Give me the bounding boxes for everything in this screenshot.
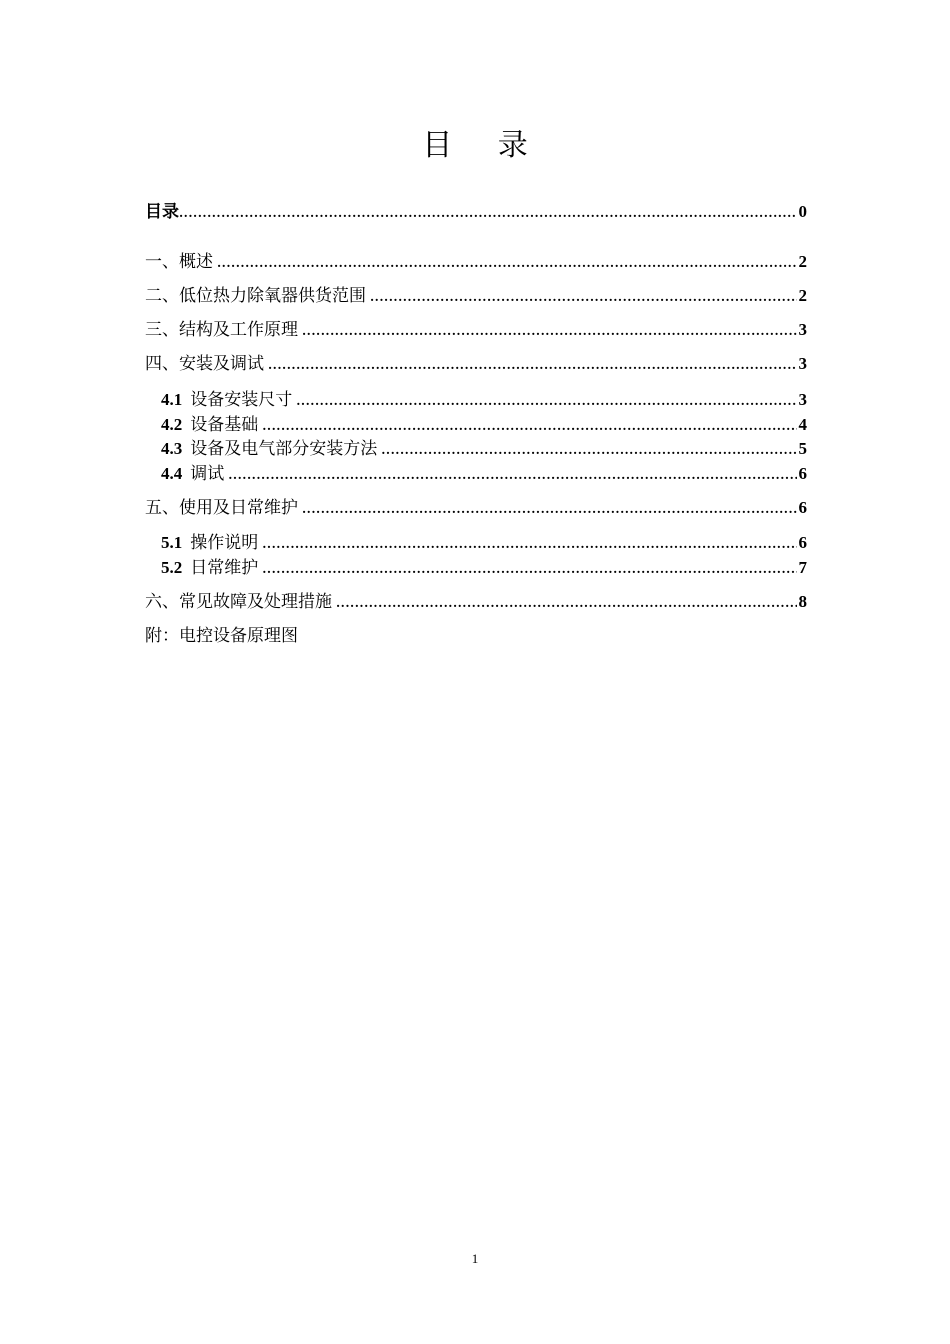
toc-entry-text: 目录 — [145, 202, 179, 222]
toc-entry-number: 5.2 — [161, 558, 183, 577]
toc-entry-page: 6 — [798, 464, 807, 483]
toc-entry-text: 六、常见故障及处理措施 — [145, 592, 332, 612]
toc-entry[interactable] — [161, 532, 807, 555]
toc-entry[interactable] — [161, 557, 807, 580]
toc-entry-number: 4.1 — [161, 390, 183, 409]
toc-entry-page: 3 — [798, 354, 807, 373]
toc-leader-dots — [268, 354, 797, 376]
toc-entry-text: 一、概述 — [145, 252, 213, 272]
toc-appendix-text: 附：电控设备原理图 — [145, 626, 298, 646]
toc-leader-dots — [336, 592, 797, 614]
toc-entry[interactable] — [145, 251, 807, 274]
toc-leader-dots — [302, 498, 797, 520]
toc-entry-page: 6 — [798, 498, 807, 517]
toc-entry[interactable] — [145, 201, 807, 224]
toc-entry[interactable] — [161, 414, 807, 437]
toc-leader-dots — [262, 558, 796, 580]
toc-entry-page: 4 — [798, 415, 807, 434]
toc-entry-page: 3 — [798, 320, 807, 339]
toc-leader-dots — [381, 439, 796, 461]
toc-entry-page: 2 — [798, 286, 807, 305]
toc-leader-dots — [370, 286, 797, 308]
toc-entry-text: 四、安装及调试 — [145, 354, 264, 374]
toc-entry-page: 6 — [798, 533, 807, 552]
toc-entry[interactable] — [161, 389, 807, 412]
toc-entry-text: 二、低位热力除氧器供货范围 — [145, 286, 366, 306]
toc-entry-text: 调试 — [190, 464, 225, 484]
toc-entry-page: 3 — [798, 390, 807, 409]
toc-leader-dots — [179, 202, 797, 224]
toc-leader-dots — [262, 533, 796, 555]
toc-leader-dots — [296, 390, 796, 412]
toc-leader-dots — [228, 464, 796, 486]
toc-entry-page: 5 — [798, 439, 807, 458]
toc-appendix — [145, 625, 807, 647]
toc-entry-number: 5.1 — [161, 533, 183, 552]
toc-entry[interactable] — [145, 497, 807, 520]
toc-entry[interactable] — [145, 353, 807, 376]
toc-entry-text: 五、使用及日常维护 — [145, 498, 298, 518]
toc-entry-text: 设备及电气部分安装方法 — [190, 439, 378, 459]
toc-entry[interactable] — [145, 319, 807, 342]
toc-entry-page: 7 — [798, 558, 807, 577]
toc-leader-dots — [262, 415, 796, 437]
toc-entry-text: 设备安装尺寸 — [190, 390, 293, 410]
page-number: 1 — [471, 1251, 479, 1266]
toc-entry-number: 4.3 — [161, 439, 183, 458]
toc-entry-text: 日常维护 — [190, 558, 259, 578]
toc-entry-page: 0 — [798, 202, 807, 221]
toc-entry-number: 4.4 — [161, 464, 183, 483]
toc-entry[interactable] — [161, 438, 807, 461]
page-title: 目 录 — [422, 128, 546, 163]
toc-leader-dots — [217, 252, 797, 274]
toc-leader-dots — [302, 320, 797, 342]
toc-entry-number: 4.2 — [161, 415, 183, 434]
toc-entry[interactable] — [161, 463, 807, 486]
toc-entry-text: 三、结构及工作原理 — [145, 320, 298, 340]
toc-entry-page: 8 — [798, 592, 807, 611]
toc-entry-text: 操作说明 — [190, 533, 259, 553]
toc-entry-page: 2 — [798, 252, 807, 271]
toc-entry[interactable] — [145, 285, 807, 308]
toc-entry[interactable] — [145, 591, 807, 614]
toc-entry-text: 设备基础 — [190, 415, 259, 435]
